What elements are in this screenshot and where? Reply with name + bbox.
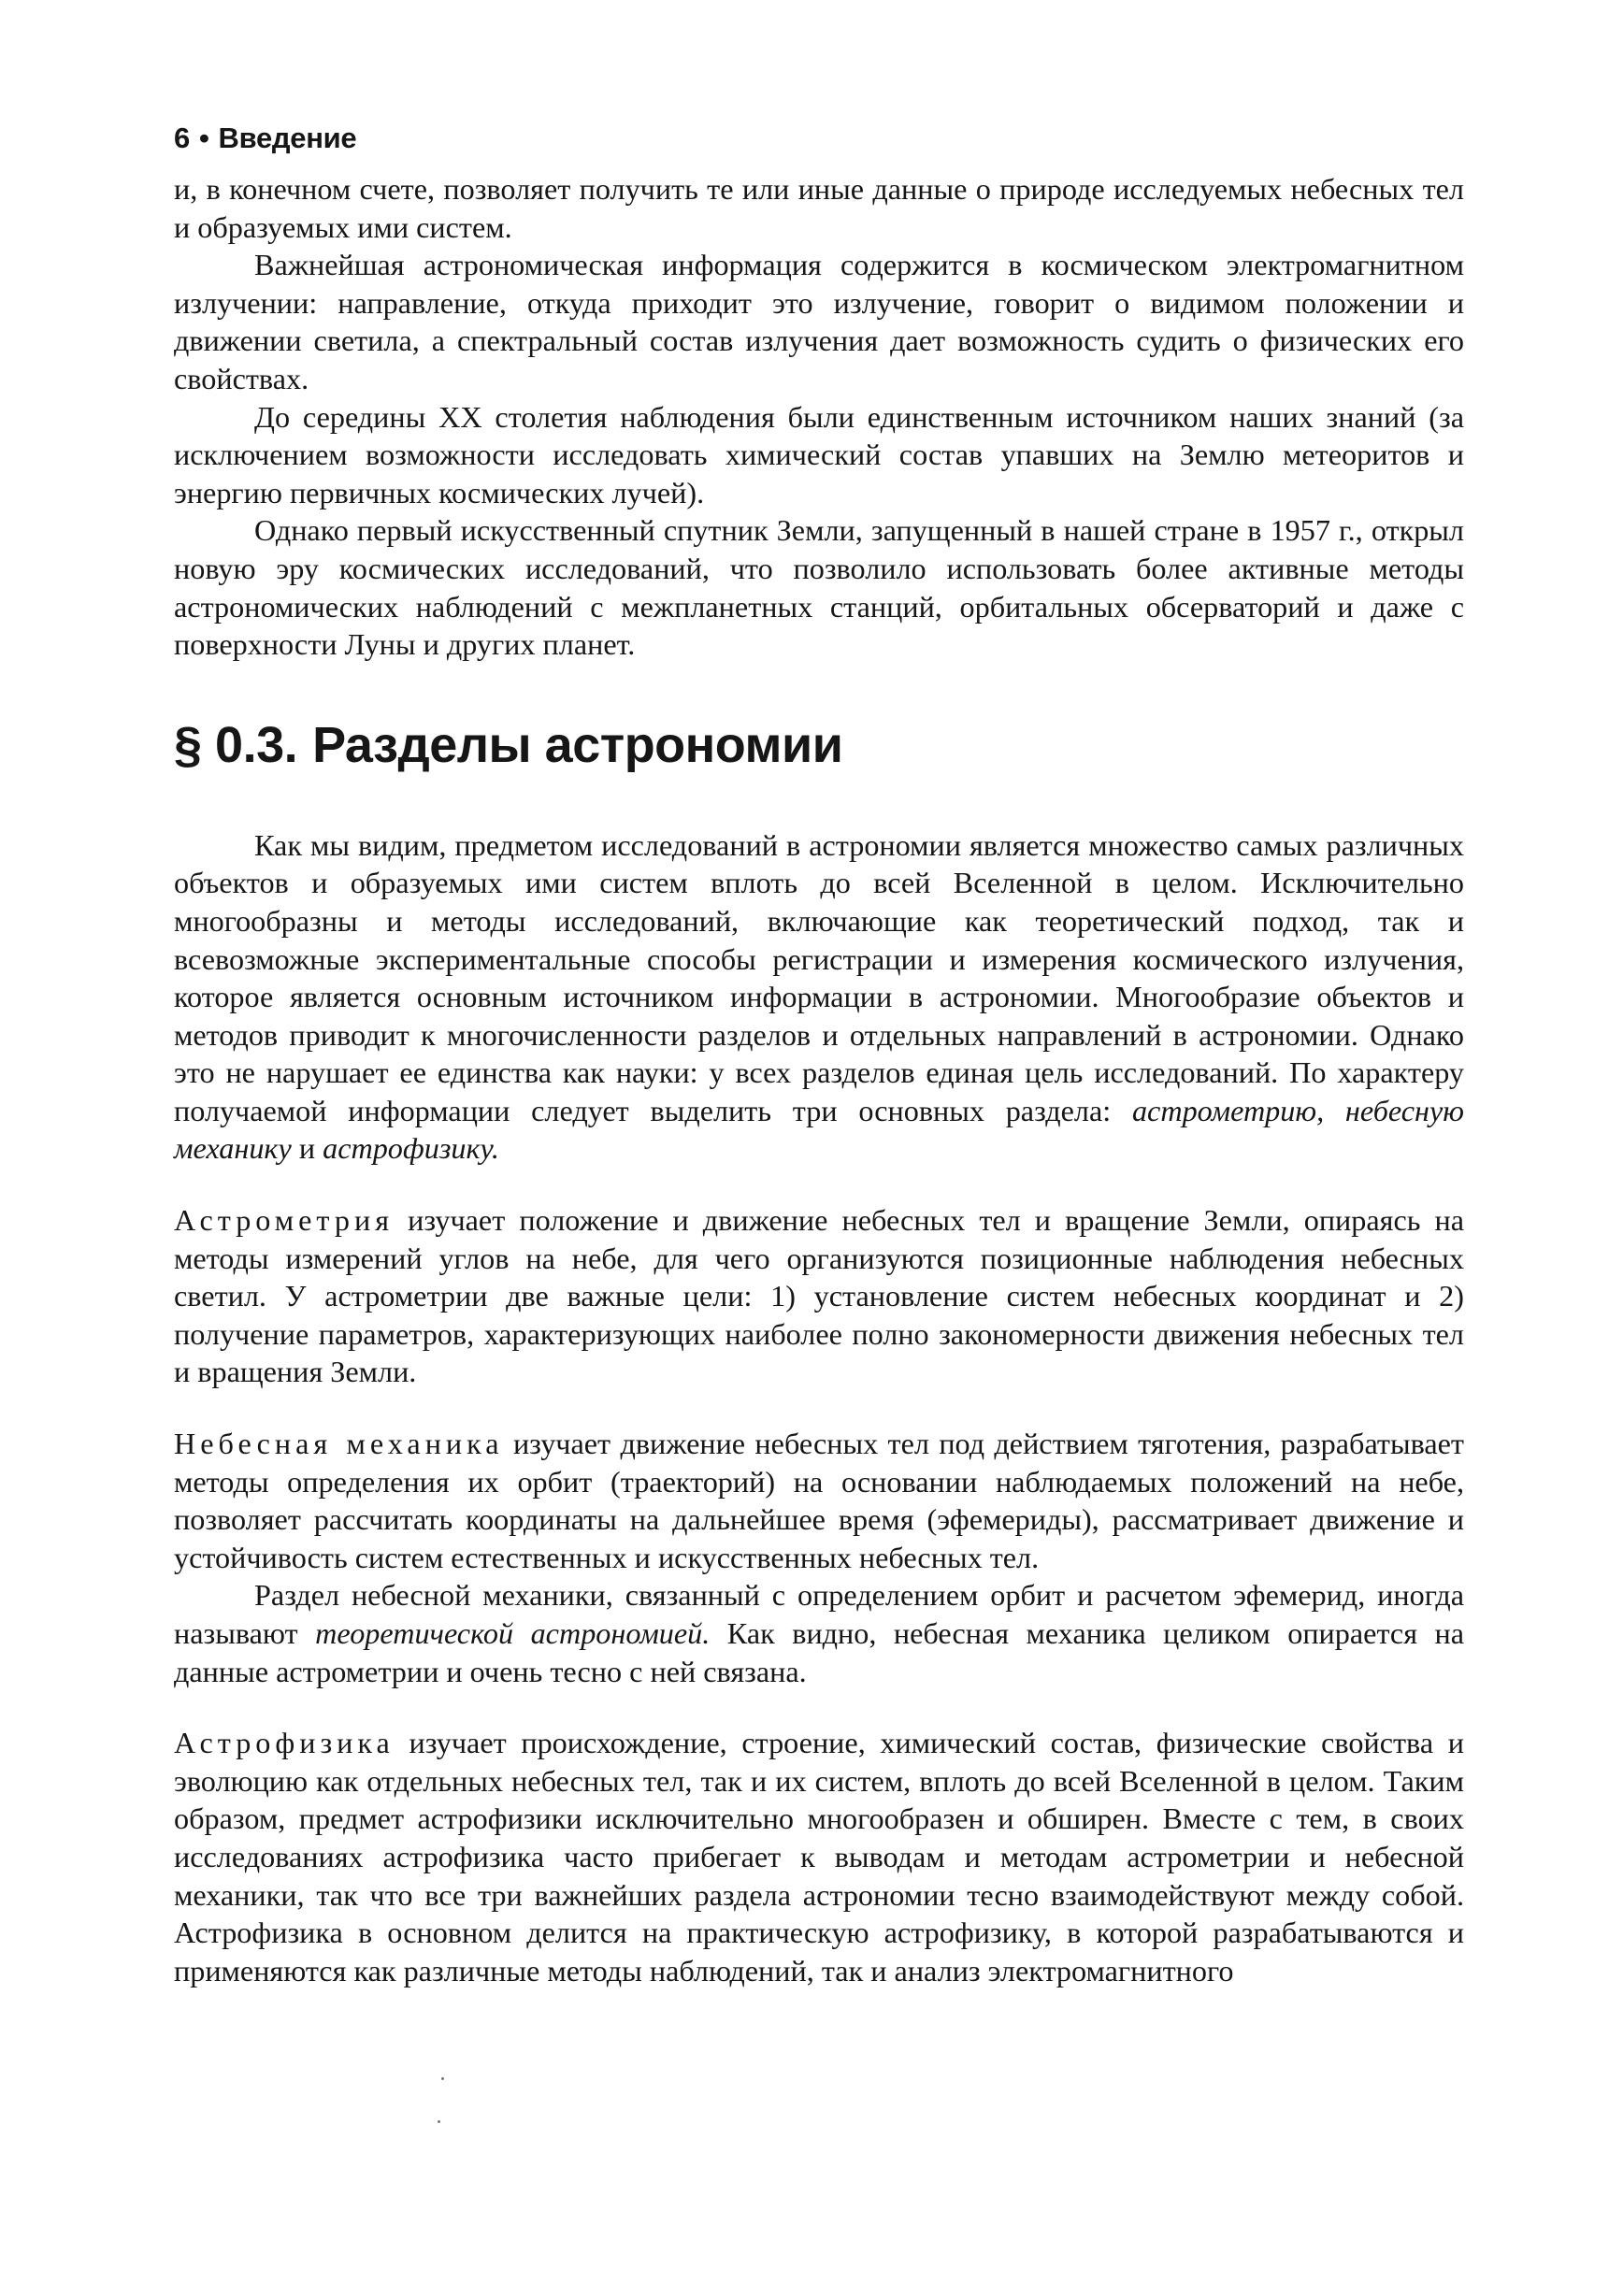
scan-speck bbox=[438, 2120, 440, 2123]
emphasis-theoretical-astronomy: теоретической астрономией. bbox=[315, 1616, 711, 1650]
astrometry-paragraph bbox=[174, 1201, 1464, 1391]
bullet-separator: • bbox=[198, 122, 209, 154]
scan-speck bbox=[441, 2077, 444, 2080]
astrophysics-text: изучает происхождение, строение, химический состав, физические свойства и эволюцию как отдельных небесных тел, так и их систем, вплоть до всей Вселенной в целом. Таким образом, предмет астрофизики исключительно многообразен и обширен. Вместе с тем, в своих исследованиях астрофизика часто прибегает к выводам и методам астрометрии и небесной механики, так что все три важнейших раздела астрономии тесно взаимодействуют между собой. Астрофизика в основном делится на практическую астрофизику, в которой разрабатываются и применяются как различные методы наблюдений, так и анализ электромагнитного bbox=[174, 1726, 1464, 1987]
section-heading bbox=[174, 716, 1464, 774]
term-astrometry: Астрометрия bbox=[174, 1203, 395, 1238]
section-paragraph-1 bbox=[174, 826, 1464, 1168]
running-head bbox=[174, 120, 1464, 157]
section-title: Разделы астрономии bbox=[312, 716, 843, 773]
intro-paragraph-1: и, в конечном счете, позволяет получить те или иные данные о природе исследуемых небесных тел и образуемых ими систем. bbox=[174, 172, 1464, 244]
conjunction-and: и bbox=[298, 1131, 316, 1166]
intro-paragraph-2: Важнейшая астрономическая информация содержится в космическом электромагнитном излучении: направление, откуда приходит это излучение, говорит о видимом положении и движении светила, а спектральный состав излучения дает возможность судить о физических его свойствах. bbox=[174, 248, 1464, 395]
astrophysics-paragraph bbox=[174, 1724, 1464, 1989]
celestial-mechanics-paragraph-2 bbox=[174, 1576, 1464, 1690]
spacer bbox=[174, 1391, 1464, 1425]
emphasis-celestial-mechanics: небесную механику bbox=[174, 1093, 1465, 1166]
intro-paragraph-3: До середины XX столетия наблюдения были единственным источником наших знаний (за исключением возможности исследовать химический состав упавших на Землю метеоритов и энергию первичных космических лучей). bbox=[174, 399, 1464, 509]
term-celestial-mechanics: Небесная механика bbox=[174, 1427, 504, 1461]
celestial-mechanics-paragraph bbox=[174, 1425, 1464, 1576]
section-paragraph-1-text: Как мы видим, предметом исследований в астрономии является множество самых различных объектов и образуемых ими систем вплоть до всей Вселенной в целом. Исключительно многообразны и методы исследований, включающие как теоретический подход, так и всевозможные экспериментальные способы регистрации и измерения космического излучения, которое является основным источником информации в астрономии. Многообразие объектов и методов приводит к многочисленности разделов и отдельных направлений в астрономии. Однако это не нарушает ее единства как науки: у всех разделов единая цель исследований. По характеру получаемой информации следует выделить три основных раздела: bbox=[174, 827, 1464, 1127]
astrometry-text: изучает положение и движение небесных тел и вращение Земли, опираясь на методы измерений углов на небе, для чего организуются позиционные наблюдения небесных светил. У астрометрии две важные цели: 1) установление систем небесных координат и 2) получение параметров, характеризующих наиболее полно закономерности движения небесных тел и вращения Земли. bbox=[174, 1203, 1464, 1389]
page-number: 6 bbox=[174, 122, 190, 154]
chapter-title: Введение bbox=[218, 122, 357, 154]
emphasis-astrophysics: астрофизику. bbox=[323, 1131, 499, 1166]
spacer bbox=[174, 1690, 1464, 1724]
celestial-mechanics-text: изучает движение небесных тел под действием тяготения, разрабатывает методы определения их орбит (траекторий) на основании наблюдаемых положений на небе, позволяет рассчитать координаты на дальнейшее время (эфемериды), рассматривает движение и устойчивость систем естественных и искусственных небесных тел. bbox=[174, 1427, 1464, 1574]
emphasis-astrometry: астрометрию, bbox=[1131, 1093, 1325, 1127]
section-number: § 0.3. bbox=[174, 716, 298, 773]
intro-paragraph-4: Однако первый искусственный спутник Земли, запущенный в нашей стране в 1957 г., открыл новую эру космических исследований, что позволило использовать более активные методы астрономических наблюдений с межпланетных станций, орбитальных обсерваторий и даже с поверхности Луны и других планет. bbox=[174, 513, 1464, 662]
term-astrophysics: Астрофизика bbox=[174, 1726, 395, 1760]
spacer bbox=[174, 1168, 1464, 1201]
celestial-mechanics-p2-start: Раздел небесной механики, связанный с определением орбит и расчетом эфемерид, иногда называют bbox=[174, 1578, 1464, 1650]
book-page bbox=[174, 120, 1464, 1989]
celestial-mechanics-p2-end: Как видно, небесная механика целиком опирается на данные астрометрии и очень тесно с ней связана. bbox=[174, 1616, 1464, 1688]
